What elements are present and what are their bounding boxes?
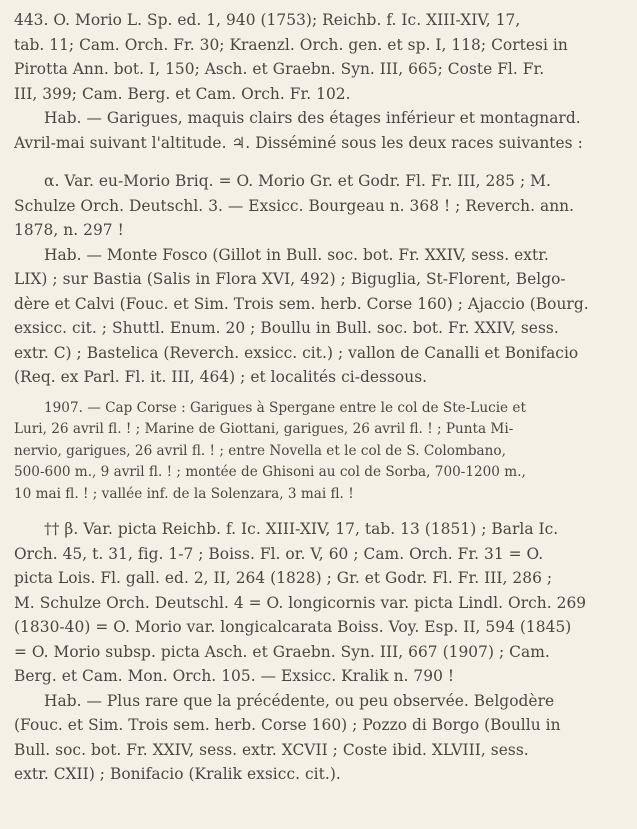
text-line: α. Var. eu-Morio Briq. = O. Morio Gr. et Godr. Fl. Fr. III, 285 ; M. xyxy=(44,172,551,190)
text-line: Hab. — Plus rare que la précédente, ou peu observée. Belgodère xyxy=(44,691,555,710)
text-line: 1878, n. 297 ! xyxy=(14,221,124,239)
text-line: Berg. et Cam. Mon. Orch. 105. — Exsicc. Kralik n. 790 ! xyxy=(14,667,455,686)
text-line: 10 mai fl. ! ; vallée inf. de la Solenzara, 3 mai fl. ! xyxy=(14,485,354,502)
text-line: Orch. 45, t. 31, fig. 1-7 ; Boiss. Fl. or. V, 60 ; Cam. Orch. Fr. 31 = O. xyxy=(14,544,544,563)
var-alpha-habitat xyxy=(14,243,629,390)
text-line: extr. CXII) ; Bonifacio (Kralik exsicc. cit.). xyxy=(14,765,341,784)
var-beta-habitat xyxy=(14,689,629,787)
var-alpha-collections-1907 xyxy=(14,398,629,506)
text-line: Avril-mai suivant l'altitude. ♃. Disséminé sous les deux races suivantes : xyxy=(14,133,583,152)
text-line: tab. 11; Cam. Orch. Fr. 30; Kraenzl. Orch. gen. et sp. I, 118; Cortesi in xyxy=(14,35,568,54)
text-line: (Fouc. et Sim. Trois sem. herb. Corse 160) ; Pozzo di Borgo (Boullu in xyxy=(14,716,561,735)
text-line: exsicc. cit. ; Shuttl. Enum. 20 ; Boullu in Bull. soc. bot. Fr. XXIV, sess. xyxy=(14,319,559,337)
text-line: Bull. soc. bot. Fr. XXIV, sess. extr. XCVII ; Coste ibid. XLVIII, sess. xyxy=(14,740,529,759)
text-line: †† β. Var. picta Reichb. f. Ic. XIII-XIV, 17, tab. 13 (1851) ; Barla Ic. xyxy=(44,520,559,539)
text-line: Hab. — Garigues, maquis clairs des étages inférieur et montagnard. xyxy=(44,109,581,127)
entry-443-habitat xyxy=(14,106,629,155)
text-line: (Req. ex Parl. Fl. it. III, 464) ; et localités ci-dessous. xyxy=(14,368,428,386)
text-line: = O. Morio subsp. picta Asch. et Graebn. Syn. III, 667 (1907) ; Cam. xyxy=(14,642,550,661)
text-line: Pirotta Ann. bot. I, 150; Asch. et Graebn. Syn. III, 665; Coste Fl. Fr. xyxy=(14,60,545,78)
text-line: 1907. — Cap Corse : Garigues à Spergane entre le col de Ste-Lucie et xyxy=(44,399,526,416)
text-line: LIX) ; sur Bastia (Salis in Flora XVI, 492) ; Biguglia, St-Florent, Belgo- xyxy=(14,270,566,288)
entry-443-synonymy xyxy=(14,8,629,106)
text-line: 443. O. Morio L. Sp. ed. 1, 940 (1753); Reichb. f. Ic. XIII-XIV, 17, xyxy=(14,11,521,29)
text-line: extr. C) ; Bastelica (Reverch. exsicc. cit.) ; vallon de Canalli et Bonifacio xyxy=(14,343,579,362)
text-line: (1830-40) = O. Morio var. longicalcarata Boiss. Voy. Esp. II, 594 (1845) xyxy=(14,618,572,637)
text-line: 500-600 m., 9 avril fl. ! ; montée de Ghisoni au col de Sorba, 700-1200 m., xyxy=(14,464,526,481)
text-line: Schulze Orch. Deutschl. 3. — Exsicc. Bourgeau n. 368 ! ; Reverch. ann. xyxy=(14,196,575,215)
text-line: M. Schulze Orch. Deutschl. 4 = O. longicornis var. picta Lindl. Orch. 269 xyxy=(14,593,587,612)
text-line: Hab. — Monte Fosco (Gillot in Bull. soc. bot. Fr. XXIV, sess. extr. xyxy=(44,245,549,264)
text-line: III, 399; Cam. Berg. et Cam. Orch. Fr. 102. xyxy=(14,84,351,103)
var-alpha-synonymy xyxy=(14,169,629,243)
text-line: nervio, garigues, 26 avril fl. ! ; entre Novella et le col de S. Colombano, xyxy=(14,442,506,459)
text-line: picta Lois. Fl. gall. ed. 2, II, 264 (1828) ; Gr. et Godr. Fl. Fr. III, 286 ; xyxy=(14,569,553,588)
text-line: dère et Calvi (Fouc. et Sim. Trois sem. herb. Corse 160) ; Ajaccio (Bourg. xyxy=(14,294,589,313)
var-beta-synonymy xyxy=(14,517,629,689)
text-line: Luri, 26 avril fl. ! ; Marine de Giottani, garigues, 26 avril fl. ! ; Punta Mi- xyxy=(14,421,514,438)
